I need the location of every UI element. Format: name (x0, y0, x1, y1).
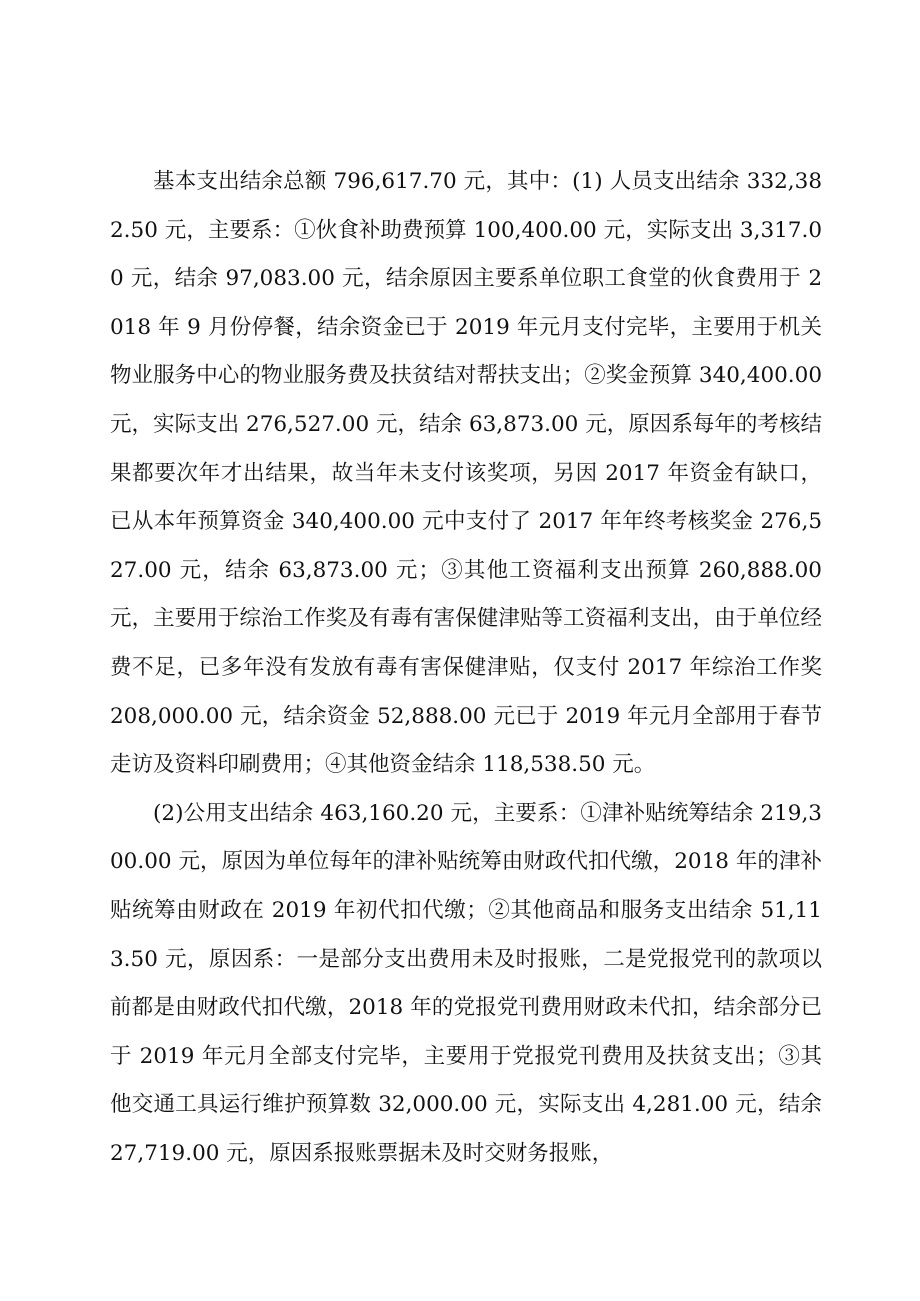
paragraph-public-expenditure: (2)公用支出结余 463,160.20 元，主要系：①津补贴统筹结余 219,300.00 元，原因为单位每年的津补贴统筹由财政代扣代缴，2018 年的津补贴统筹由财政在 2019 年初代扣代缴；②其他商品和服务支出结余 51,113.50 元，原因系：一是部分支出费用未及时报账，二是党报党刊的款项以前都是由财政代扣代缴，2018 年的党报党刊费用财政未代扣，结余部分已于 2019 年元月全部支付完毕，主要用于党报党刊费用及扶贫支出；③其他交通工具运行维护预算数 32,000.00 元，实际支出 4,281.00 元，结余 27,719.00 元，原因系报账票据未及时交财务报账， (110, 800, 822, 1166)
document-body (110, 158, 822, 1178)
paragraph-basic-expenditure: 基本支出结余总额 796,617.70 元，其中：(1) 人员支出结余 332,382.50 元，主要系：①伙食补助费预算 100,400.00 元，实际支出 3,317.00 元，结余 97,083.00 元，结余原因主要系单位职工食堂的伙食费用于 2018 年 9 月份停餐，结余资金已于 2019 年元月支付完毕，主要用于机关物业服务中心的物业服务费及扶贫结对帮扶支出；②奖金预算 340,400.00 元，实际支出 276,527.00 元，结余 63,873.00 元，原因系每年的考核结果都要次年才出结果，故当年未支付该奖项，另因 2017 年资金有缺口，已从本年预算资金 340,400.00 元中支付了 2017 年年终考核奖金 276,527.00 元，结余 63,873.00 元；③其他工资福利支出预算 260,888.00 元，主要用于综治工作奖及有毒有害保健津贴等工资福利支出，由于单位经费不足，已多年没有发放有毒有害保健津贴，仅支付 2017 年综治工作奖 208,000.00 元，结余资金 52,888.00 元已于 2019 年元月全部用于春节走访及资料印刷费用；④其他资金结余 118,538.50 元。 (110, 169, 822, 778)
